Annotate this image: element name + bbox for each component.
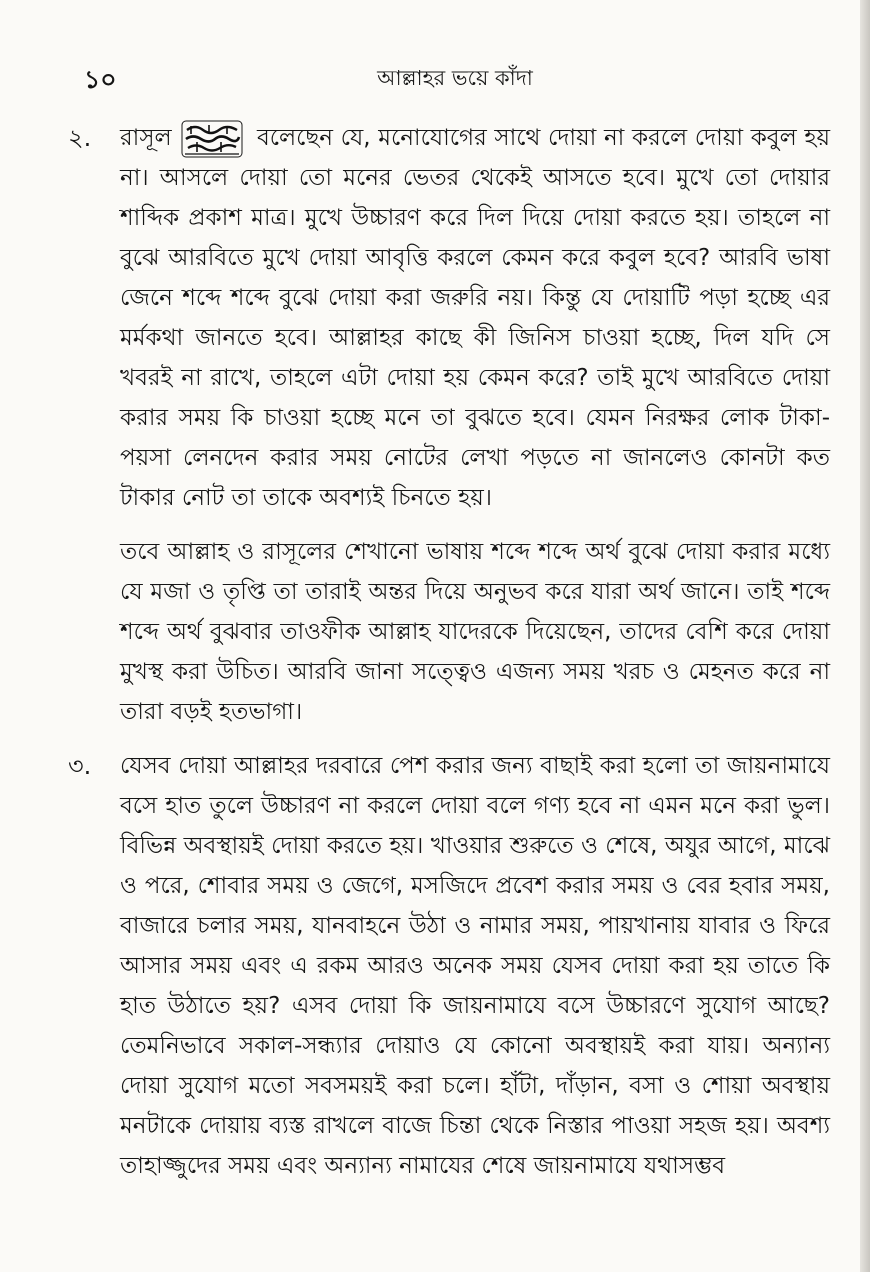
paragraph-text: রাসূল	[120, 125, 172, 151]
page-number: ১০	[84, 65, 117, 94]
list-item-3	[68, 746, 830, 1186]
page-body	[68, 118, 830, 1186]
page-edge-shadow	[860, 0, 870, 1272]
paragraph: যেসব দোয়া আল্লাহর দরবারে পেশ করার জন্য বাছাই করা হলো তা জায়নামাযে বসে হাত তুলে উচ্চারণ না করলে দোয়া বলে গণ্য হবে না এমন মনে করা ভুল। বিভিন্ন অবস্থায়ই দোয়া করতে হয়। খাওয়ার শুরুতে ও শেষে, অযুর আগে, মাঝে ও পরে, শোবার সময় ও জেগে, মসজিদে প্রবেশ করার সময় ও বের হবার সময়, বাজারে চলার সময়, যানবাহনে উঠা ও নামার সময়, পায়খানায় যাবার ও ফিরে আসার সময় এবং এ রকম আরও অনেক সময় যেসব দোয়া করা হয় তাতে কি হাত উঠাতে হয়? এসব দোয়া কি জায়নামাযে বসে উচ্চারণে সুযোগ আছে? তেমনিভাবে সকাল-সন্ধ্যার দোয়াও যে কোনো অবস্থায়ই করা যায়। অন্যান্য দোয়া সুযোগ মতো সবসময়ই করা চলে। হাঁটা, দাঁড়ান, বসা ও শোয়া অবস্থায় মনটাকে দোয়ায় ব্যস্ত রাখলে বাজে চিন্তা থেকে নিস্তার পাওয়া সহজ হয়। অবশ্য তাহাজ্জুদের সময় এবং অন্যান্য নামাযের শেষে জায়নামাযে যথাসম্ভব	[120, 753, 830, 1179]
item-number: ৩.	[68, 752, 92, 780]
running-title: আল্লাহর ভয়ে কাঁদা	[377, 66, 533, 90]
paragraph	[120, 118, 830, 518]
list-item-2	[68, 118, 830, 732]
paragraph: তবে আল্লাহ ও রাসূলের শেখানো ভাষায় শব্দে শব্দে অর্থ বুঝে দোয়া করার মধ্যে যে মজা ও তৃপ্তি তা তারাই অন্তর দিয়ে অনুভব করে যারা অর্থ জানে। তাই শব্দে শব্দে অর্থ বুঝবার তাওফীক আল্লাহ যাদেরকে দিয়েছেন, তাদের বেশি করে দোয়া মুখস্থ করা উচিত। আরবি জানা সত্ত্বেও এজন্য সময় খরচ ও মেহনত করে না তারা বড়ই হতভাগা।	[120, 539, 830, 725]
item-number: ২.	[68, 124, 92, 152]
page-header	[0, 58, 870, 98]
paragraph-text: বলেছেন যে, মনোযোগের সাথে দোয়া না করলে দোয়া কবুল হয় না। আসলে দোয়া তো মনের ভেতর থেকেই আসতে হবে। মুখে তো দোয়ার শাব্দিক প্রকাশ মাত্র। মুখে উচ্চারণ করে দিল দিয়ে দোয়া করতে হয়। তাহলে না বুঝে আরবিতে মুখে দোয়া আবৃত্তি করলে কেমন করে কবুল হবে? আরবি ভাষা জেনে শব্দে শব্দে বুঝে দোয়া করা জরুরি নয়। কিন্তু যে দোয়াটি পড়া হচ্ছে এর মর্মকথা জানতে হবে। আল্লাহর কাছে কী জিনিস চাওয়া হচ্ছে, দিল যদি সে খবরই না রাখে, তাহলে এটা দোয়া হয় কেমন করে? তাই মুখে আরবিতে দোয়া করার সময় কি চাওয়া হচ্ছে মনে তা বুঝতে হবে। যেমন নিরক্ষর লোক টাকা-পয়সা লেনদেন করার সময় নোটের লেখা পড়তে না জানলেও কোনটা কত টাকার নোট তা তাকে অবশ্যই চিনতে হয়।	[120, 125, 830, 511]
salawat-calligraphy-icon	[181, 120, 243, 158]
